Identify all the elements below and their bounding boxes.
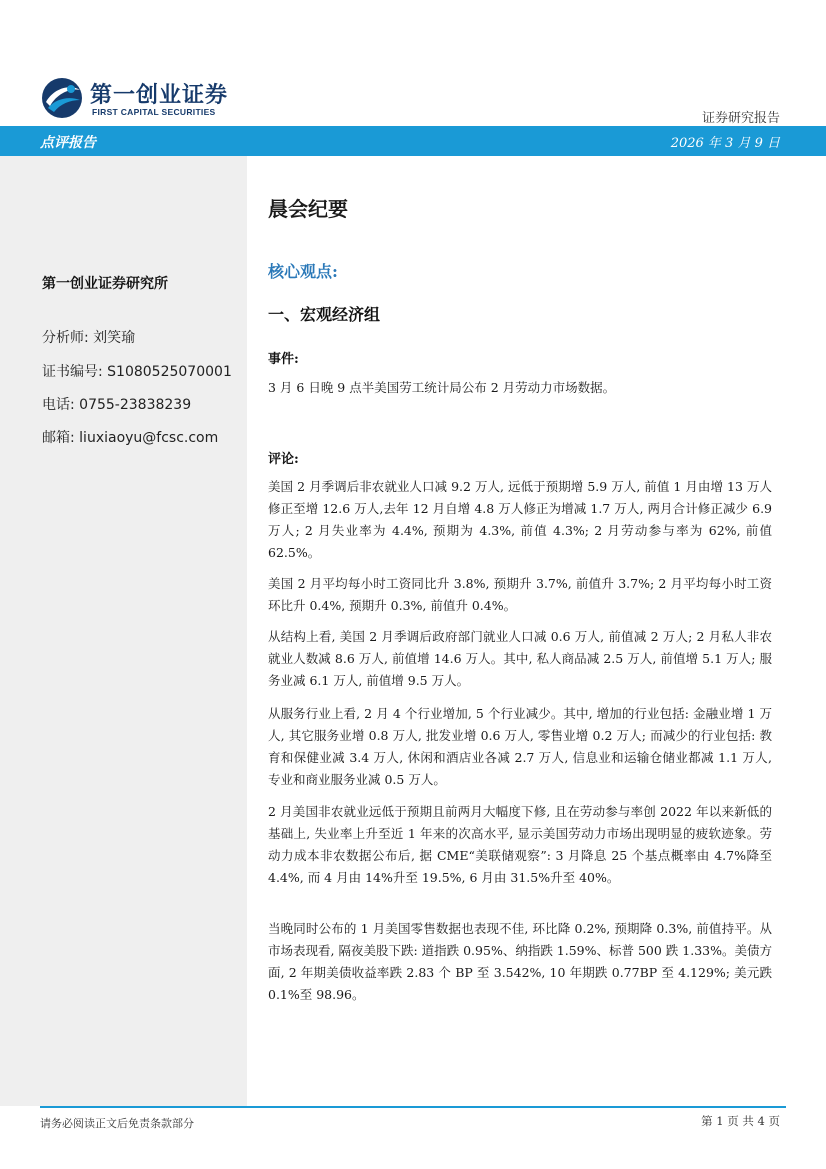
paragraph: 美国 2 月季调后非农就业人口减 9.2 万人, 远低于预期增 5.9 万人, 前值 1 月由增 13 万人修正至增 12.6 万人,去年 12 月自增 4.8 万人修正为增减 1.7 万人, 两月合计修正减少 6.9 万人; 2 月失业率为 4.4%, 预期为 4.3%, 前值 4.3%; 2 月劳动参与率为 62%, 前值 62.5%。: [268, 479, 772, 560]
certificate-number: 证书编号: S1080525070001: [42, 364, 232, 380]
institute-name: 第一创业证券研究所: [42, 276, 168, 292]
logo-name-en: FIRST CAPITAL SECURITIES: [92, 107, 216, 117]
paragraph: 从服务行业上看, 2 月 4 个行业增加, 5 个行业减少。其中, 增加的行业包括: 金融业增 1 万人, 其它服务业增 0.8 万人, 批发业增 0.6 万人, 零售业增 0.2 万人; 而减少的行业包括: 教育和保健业减 3.4 万人, 休闲和酒店业各减 2.7 万人, 信息业和运输仓储业都减 1.1 万人, 专业和商业服务业减 0.5 万人。: [268, 706, 772, 787]
email-address[interactable]: 邮箱: liuxiaoyu@fcsc.com: [42, 430, 219, 446]
disclaimer-note: 请务必阅读正文后免责条款部分: [40, 1117, 194, 1130]
comment-label: 评论:: [268, 452, 299, 467]
analyst-name: 分析师: 刘笑瑜: [42, 330, 136, 346]
phone-number: 电话: 0755-23838239: [42, 397, 192, 413]
report-type-label: 证券研究报告: [701, 111, 780, 126]
document-title: 晨会纪要: [268, 197, 348, 221]
section-heading: 一、宏观经济组: [268, 305, 381, 324]
report-date: 2026 年 3 月 9 日: [670, 136, 780, 151]
core-viewpoint-heading: 核心观点:: [268, 262, 338, 281]
logo-name-cn: 第一创业证券: [90, 82, 229, 108]
page-number: 第 1 页 共 4 页: [701, 1114, 780, 1128]
paragraph: 从结构上看, 美国 2 月季调后政府部门就业人口减 0.6 万人, 前值减 2 万人; 2 月私人非农就业人数减 8.6 万人, 前值增 14.6 万人。其中, 私人商品减 2.5 万人, 前值增 5.1 万人; 服务业减 6.1 万人, 前值增 9.5 万人。: [268, 629, 772, 688]
company-logo: [40, 76, 240, 120]
sidebar-panel: [0, 156, 247, 1106]
report-category: 点评报告: [40, 135, 96, 151]
footer-divider: [40, 1106, 786, 1108]
paragraph: 2 月美国非农就业远低于预期且前两月大幅度下修, 且在劳动参与率创 2022 年以来新低的基础上, 失业率上升至近 1 年来的次高水平, 显示美国劳动力市场出现明显的疲软迹象。劳动力成本非农数据公布后, 据 CME“美联储观察”: 3 月降息 25 个基点概率由 4.7%降至 4.4%, 而 4 月由 14%升至 19.5%, 6 月由 31.5%升至 40%。: [268, 804, 772, 885]
event-label: 事件:: [268, 352, 299, 367]
globe-logo-icon: [40, 76, 84, 120]
event-text: 3 月 6 日晚 9 点半美国劳工统计局公布 2 月劳动力市场数据。: [268, 380, 616, 395]
paragraph: 当晚同时公布的 1 月美国零售数据也表现不佳, 环比降 0.2%, 预期降 0.3%, 前值持平。从市场表现看, 隔夜美股下跌: 道指跌 0.95%、纳指跌 1.59%、标普 500 跌 1.33%。美债方面, 2 年期美债收益率跌 2.83 个 BP 至 3.542%, 10 年期跌 0.77BP 至 4.129%; 美元跌 0.1%至 98.96。: [268, 921, 772, 1002]
paragraph: 美国 2 月平均每小时工资同比升 3.8%, 预期升 3.7%, 前值升 3.7%; 2 月平均每小时工资环比升 0.4%, 预期升 0.3%, 前值升 0.4%。: [268, 576, 772, 613]
header-banner: [0, 126, 826, 156]
